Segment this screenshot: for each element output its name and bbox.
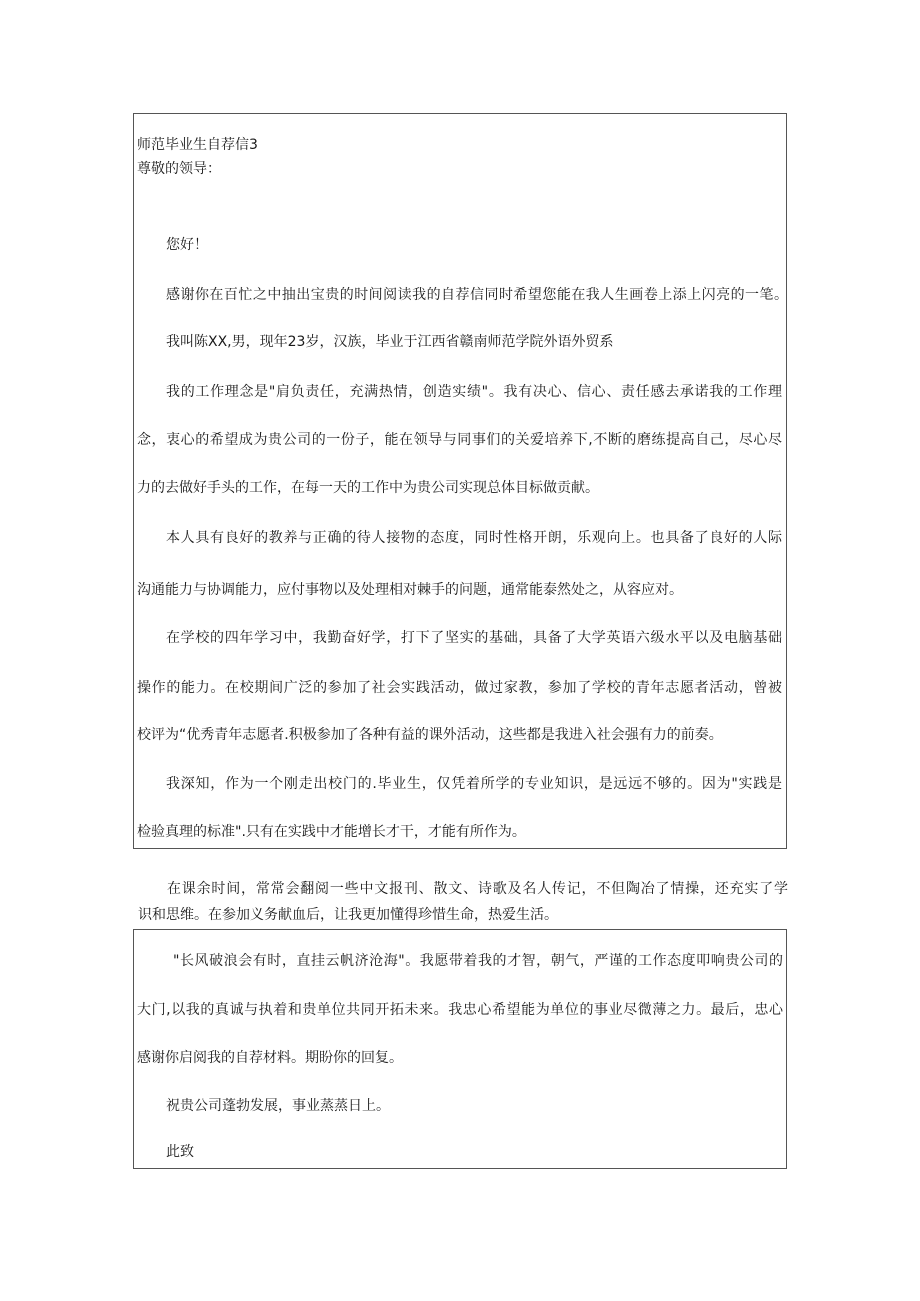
paragraph-line: 我的工作理念是"肩负责任，充满热情，创造实绩"。我有决心、信心、责任感去承诺我的工作理: [166, 384, 782, 400]
paragraph-spare-time: [138, 876, 788, 928]
paragraph-intro: 我叫陈XX,男，现年23岁，汉族，毕业于江西省赣南师范学院外语外贸系: [166, 334, 614, 350]
paragraph-line: 检验真理的标准".只有在实践中才能增长才干，才能有所作为。: [137, 824, 526, 840]
greeting: 您好！: [166, 237, 208, 253]
paragraph-line: 力的去做好手头的工作，在每一天的工作中为贵公司实现总体目标做贡献。: [137, 480, 599, 496]
salutation: 尊敬的领导：: [137, 161, 221, 177]
paragraph-line: 操作的能力。在校期间广泛的参加了社会实践活动，做过家教，参加了学校的青年志愿者活动，曾被: [137, 680, 782, 696]
paragraph-line: 大门,以我的真诚与执着和贵单位共同开拓未来。我忠心希望能为单位的事业尽微薄之力。最后，忠心: [137, 1002, 783, 1018]
paragraph-line: "长风破浪会有时，直挂云帆济沧海"。我愿带着我的才智，朝气，严谨的工作态度叩响贵公司的: [173, 953, 783, 969]
paragraph-line: 本人具有良好的教养与正确的待人接物的态度，同时性格开朗，乐观向上。也具备了良好的人际: [166, 530, 782, 546]
paragraph-line: 校评为“优秀青年志愿者.积极参加了各种有益的课外活动，这些都是我进入社会强有力的前奏。: [137, 727, 723, 743]
paragraph-line: 感谢你启阅我的自荐材料。期盼你的回复。: [137, 1050, 403, 1066]
letter-title: 师范毕业生自荐信3: [137, 137, 258, 153]
paragraph-line: 沟通能力与协调能力，应付事物以及处理相对棘手的问题，通常能泰然处之，从容应对。: [137, 582, 683, 598]
paragraph-line: 在学校的四年学习中，我勤奋好学，打下了坚实的基础，具备了大学英语六级水平以及电脑基础: [166, 630, 782, 646]
paragraph-line: 念，衷心的希望成为贵公司的一份子，能在领导与同事们的关爱培养下,不断的磨练提高自己，尽心尽: [137, 432, 782, 448]
paragraph-thanks: 感谢你在百忙之中抽出宝贵的时间阅读我的自荐信同时希望您能在我人生画卷上添上闪亮的一笔。: [166, 287, 788, 303]
paragraph-line: 识和思维。在参加义务献血后，让我更加懂得珍惜生命，热爱生活。: [138, 907, 558, 923]
regards-line: 此致: [166, 1144, 194, 1160]
paragraph-line: 在课余时间，常常会翻阅一些中文报刊、散文、诗歌及名人传记，不但陶冶了情操，还充实了学: [167, 881, 788, 897]
paragraph-line: 我深知，作为一个刚走出校门的.毕业生，仅凭着所学的专业知识，是远远不够的。因为"实践是: [166, 776, 782, 792]
wish-line: 祝贵公司蓬勃发展，事业蒸蒸日上。: [166, 1098, 390, 1114]
